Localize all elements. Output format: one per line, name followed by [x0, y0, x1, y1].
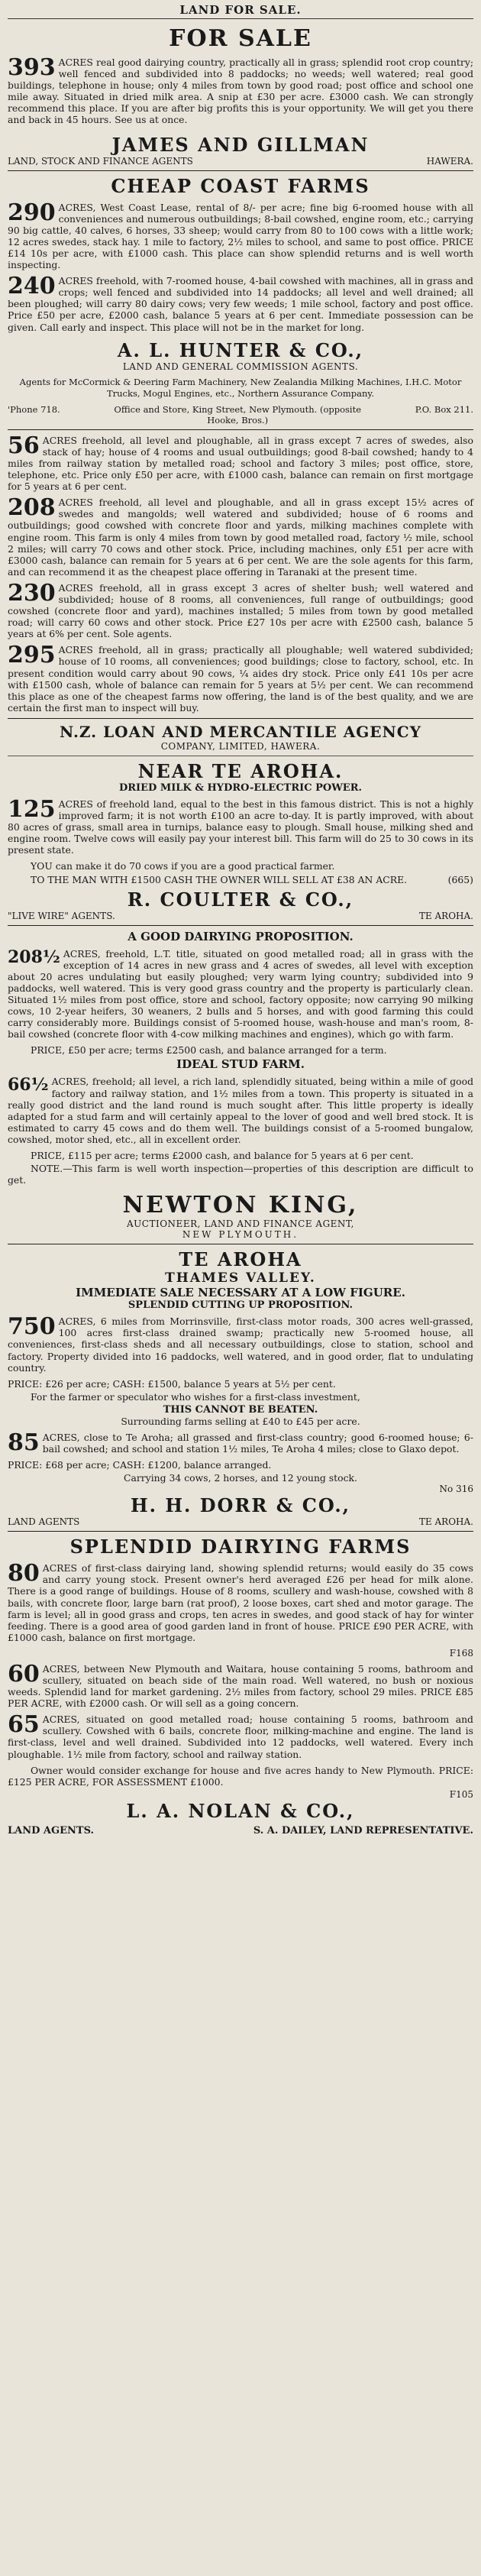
firm-name: NEWTON KING,: [122, 1192, 359, 1219]
listing-65-acres: [8, 1711, 473, 1760]
firm-name: L. A. NOLAN & CO.,: [126, 1799, 355, 1822]
listing-750-acres: [8, 1313, 473, 1374]
firm-contact: [8, 404, 473, 426]
ad-nolan: [8, 1536, 473, 1837]
listing-295-acres: [8, 644, 473, 714]
ad-code: No 316: [439, 1484, 473, 1495]
firm-subtitle: LAND, STOCK AND FINANCE AGENTS: [8, 155, 193, 167]
listing-text: ACRES real good dairying country, practically all in grass; splendid root crop country; well fenced and subdivided into 8 paddocks; no weeds; well watered; real good buildings, telephone in house; only 4 miles from town by good road; post office and school one mile away. Situated in dried milk area. A snip at £30 per acre. £3000 cash. We can strongly recommend this place. If you are after big profits this is your opportunity. We will get you there and back in 45 hours. See us at once.: [8, 57, 473, 126]
acre-number: 750: [8, 1313, 56, 1341]
firm-name: H. H. DORR & CO.,: [130, 1494, 351, 1517]
ad-title: CHEAP COAST FARMS: [111, 174, 370, 197]
listing-note: For the farmer or speculator who wishes for a first-class investment,: [31, 1390, 360, 1403]
ad-title: FOR SALE: [169, 25, 312, 52]
listing-text: ACRES, freehold, L.T. title, situated on good metalled road; all in grass with the exception of 14 acres in new grass and 4 acres of swedes, all level with exception about 20 acres undulating but easily ploughed; very warm lying country; subdivided into 9 paddocks, well watered. This is very good grass country and the property is particularly clean. Situated 1½ miles from post office, store and school, factory opposite; now carrying 90 milking cows, 10 2-year heifers, 30 weaners, 2 bulls and 5 horses, and with good farming this could carry considerably more. Buildings consist of 5-roomed house, wash-house and man's room, 8-bail cowshed (concrete floor with 4-cow milking machines and engines), which go with farm.: [8, 947, 473, 1040]
listing-text: ACRES freehold, all level and ploughable, all in grass except 7 acres of swedes, also stack of hay; house of 4 rooms and usual outbuildings; good 8-bail cowshed; handy to 4 miles from railway station by metalled road; school and factory 3 miles; post office, store, telephone, etc. Price only £50 per acre, with £1000 cash, balance can remain on first mortgage for 5 years at 6 per cent.: [8, 434, 473, 493]
listing-text: ACRES, West Coast Lease, rental of 8/- per acre; fine big 6-roomed house with all conveniences and numerous outbuildings; 8-bail cowshed, engine room, etc.; carrying 90 big cattle, 40 calves, 6 horses, 33 sheep; would carry from 80 to 100 cows with a little work; 12 acres swedes, stack hay. 1 mile to factory, 2½ miles to school, and same to post office. PRICE £14 10s per acre, with £1000 cash. This place can show splendid returns and is well worth inspecting.: [8, 201, 473, 271]
divider: [8, 718, 473, 719]
listing-text: ACRES freehold, all level and ploughable, and all in grass except 15½ acres of swedes and mangolds; well watered and subdivided; house of 6 rooms and outbuildings; good cowshed with concrete floor and yards, milking machines complete with engine room. This farm is only 4 miles from town by good metalled road, factory ½ mile, school 2 miles; will carry 70 cows and other stock. Price, including machines, only £51 per acre with £3000 cash, balance can remain for 5 years at 6 per cent. We are the sole agents for this farm, and can recommend it as the cheapest place offering in Taranaki at the present time.: [8, 497, 473, 578]
listing-85-acres: [8, 1429, 473, 1456]
firm-footer: [8, 911, 473, 921]
ad-title: A GOOD DAIRYING PROPOSITION.: [128, 929, 353, 943]
ad-dorr: [8, 1248, 473, 1527]
listing-text: ACRES freehold, all in grass; practically all ploughable; well watered subdivided; house of 10 rooms, all conveniences; good buildings; close to factory, school, etc. In present condition would carry about 90 cows, ¼ aides dry stock. Price only £41 10s per acre with £1500 cash, whole of balance can remain for 5 years at 5½ per cent. We can recommend this place as one of the cheapest farms now offering, the land is of the best quality, and we are certain the first man to inspect will buy.: [8, 644, 473, 714]
ad-emphasis: THIS CANNOT BE BEATEN.: [163, 1403, 318, 1416]
firm-subtitle: LAND AND GENERAL COMMISSION AGENTS.: [122, 361, 359, 372]
listing-text: ACRES, between New Plymouth and Waitara, house containing 5 rooms, bathroom and scullery, situated on beach side of the main road. Well watered, no bush or noxious weeds. Splendid land for market gardening. 2½ miles from factory, school 29 miles. PRICE £85 PER ACRE, with £2000 cash. Or will sell as a going concern.: [8, 1662, 473, 1710]
ad-nz-loan: [8, 723, 473, 921]
section-header: LAND FOR SALE.: [8, 3, 473, 19]
acre-number: 240: [8, 273, 56, 300]
ad-headline-2: SPLENDID CUTTING UP PROPOSITION.: [128, 1299, 353, 1312]
acre-number: 295: [8, 642, 56, 669]
acre-number: 208½: [8, 947, 60, 967]
firm-location: TE AROHA.: [418, 910, 473, 921]
listing-text: ACRES freehold, all in grass except 3 acres of shelter bush; well watered and subdivided; house of 8 rooms, all conveniences, full range of outbuildings; good cowshed (concrete floor and yard), machines installed; 5 miles from town by good metalled road; will carry 60 cows and other stock. Price £27 10s per acre with £2500 cash, balance 5 years at 6% per cent. Sole agents.: [8, 581, 473, 640]
firm-footer: [8, 1516, 473, 1527]
ad-listings-coast: [8, 432, 473, 714]
acre-number: 80: [8, 1560, 40, 1587]
listing-208-5-acres: [8, 948, 473, 1040]
listing-60-acres: [8, 1660, 473, 1710]
listing-terms: [8, 874, 473, 885]
acre-number: 125: [8, 795, 56, 823]
listing-price: PRICE, £50 per acre; terms £2500 cash, and balance arranged for a term.: [31, 1044, 387, 1057]
acre-number: 66½: [8, 1075, 49, 1095]
listing-price: PRICE: £26 per acre; CASH: £1500, balance 5 years at 5½ per cent.: [8, 1377, 336, 1390]
firm-name: R. COULTER & CO.,: [127, 888, 354, 911]
listing-text: ACRES, situated on good metalled road; house containing 5 rooms, bathroom and scullery. Cowshed with 6 bails, concrete floor, milking-machine and engine. The land is first-class, level and well drained. Subdivided into 12 paddocks, well watered. Every inch ploughable. 1½ mile from factory, school and railway station.: [8, 1714, 473, 1760]
ad-subtitle: THAMES VALLEY.: [165, 1270, 316, 1286]
listing-80-acres: [8, 1562, 473, 1643]
firm-name: N.Z. LOAN AND MERCANTILE AGENCY: [59, 722, 422, 741]
firm-phone: 'Phone 718.: [8, 403, 60, 415]
listing-price: PRICE, £115 per acre; terms £2000 cash, and balance for 5 years at 6 per cent.: [31, 1150, 414, 1161]
listing-note-2: Surrounding farms selling at £40 to £45 per acre.: [121, 1415, 360, 1427]
firm-subtitle: AUCTIONEER, LAND AND FINANCE AGENT,: [127, 1218, 354, 1230]
listing-text: ACRES of first-class dairying land, showing splendid returns; would easily do 35 cows and carry young stock. Present owner's herd averaged £26 per head for milk alone. There is a good range of buildings. House of 8 rooms, scullery and wash-house, cowshed with 8 bails, with concrete floor, large barn (rat proof), 2 loose boxes, cart shed and motor garage. The farm is level; all in good grass and crops, ten acres in swedes, and good stack of hay for winter feeding. There is a good area of good garden land in front of house. PRICE £90 PER ACRE, with £1000 cash, balance on first mortgage.: [8, 1562, 473, 1643]
terms-text: TO THE MAN WITH £1500 CASH THE OWNER WILL SELL AT £38 AN ACRE.: [31, 873, 408, 885]
ad-subtitle: IDEAL STUD FARM.: [176, 1057, 305, 1072]
firm-subtitle: "LIVE WIRE" AGENTS.: [8, 910, 115, 921]
listing-note: Owner would consider exchange for house and five acres handy to New Plymouth. PRICE: £125 PER ACRE, FOR ASSESSMENT £1000.: [8, 1764, 473, 1788]
ad-code: F105: [449, 1788, 473, 1800]
firm-location: HAWERA.: [426, 155, 473, 167]
acre-number: 393: [8, 54, 56, 81]
listing-text: ACRES, freehold; all level, a rich land, splendidly situated, being within a mile of good factory and railway station, and 1½ miles from a town. This property is situated in a really good district and the land round is much sought after. This little property is ideally adapted for a stud farm and will certainly appeal to the lover of good and well bred stock. It is estimated to carry 45 cows and do them well. The buildings consist of a 5-roomed bungalow, cowshed, motor shed, etc., all in excellent order.: [8, 1076, 473, 1145]
listing-125-acres: [8, 795, 473, 856]
ad-hunter: [8, 175, 473, 426]
firm-name: A. L. HUNTER & CO.,: [117, 338, 364, 361]
acre-number: 85: [8, 1429, 40, 1456]
ad-subtitle: DRIED MILK & HYDRO-ELECTRIC POWER.: [118, 782, 363, 794]
acre-number: 230: [8, 579, 56, 607]
listing-240-acres: [8, 275, 473, 332]
listing-393-acres: [8, 54, 473, 126]
ad-newton-king: [8, 930, 473, 1241]
firm-box: P.O. Box 211.: [415, 403, 473, 415]
divider: [8, 1531, 473, 1532]
ad-james-gillman: [8, 25, 473, 167]
listing-text: ACRES freehold, with 7-roomed house, 4-bail cowshed with machines, all in grass and crops; well fenced and subdivided into 14 paddocks; all level and well drained; all been ploughed; will carry 80 dairy cows; very few weeds; 1 mile school, factory and post office. Price £50 per acre, £2000 cash, balance 5 years at 6 per cent. Immediate possession can be given. Call early and inspect. This place will not be in the market for long.: [8, 275, 473, 333]
listing-text: ACRES, close to Te Aroha; all grassed and first-class country; good 6-roomed house; 6-bail cowshed; and school and station 1½ miles, Te Aroha 4 miles; close to Glaxo depot.: [42, 1431, 473, 1455]
firm-subtitle: COMPANY, LIMITED, HAWERA.: [160, 740, 321, 752]
divider: [8, 429, 473, 430]
firm-agencies: Agents for McCormick & Deering Farm Machinery, New Zealandia Milking Machines, I.H.C. Motor Trucks, Mogul Engines, etc., Northern Assurance Company.: [19, 376, 462, 399]
listing-stock: Carrying 34 cows, 2 horses, and 12 young stock.: [123, 1472, 357, 1484]
firm-location: TE AROHA.: [418, 1516, 473, 1528]
firm-footer: [8, 1825, 473, 1837]
firm-location: NEW PLYMOUTH.: [182, 1229, 299, 1241]
firm-subtitle: LAND AGENTS: [8, 1516, 80, 1528]
listing-text: ACRES of freehold land, equal to the best in this famous district. This is not a highly improved farm; it is not worth £100 an acre to-day. It is partly improved, with about 80 acres of grass, small area in turnips, balance easy to plough. Small house, milking shed and engine room. Twelve cows will easily pay your interest bill. This farm will do 25 to 30 cows in its present state.: [8, 798, 473, 856]
listing-208-acres: [8, 494, 473, 578]
ad-title: NEAR TE AROHA.: [137, 759, 344, 782]
listing-note: YOU can make it do 70 cows if you are a good practical farmer.: [31, 860, 335, 872]
acre-number: 60: [8, 1660, 40, 1688]
acre-number: 208: [8, 494, 56, 522]
firm-subtitle: LAND AGENTS.: [8, 1824, 95, 1837]
ad-title: SPLENDID DAIRYING FARMS: [69, 1536, 412, 1558]
listing-text: ACRES, 6 miles from Morrinsville, first-class motor roads, 300 acres well-grassed, 100 acres first-class drained swamp; practically new 5-roomed house, all conveniences, first-class sheds and all necessary outbuildings, close to station, school and factory. Property divided into 16 paddocks, well watered, and in good order, flat to undulating country.: [8, 1316, 473, 1374]
ad-code: F168: [449, 1647, 473, 1659]
divider: [8, 925, 473, 926]
ad-title: TE AROHA: [179, 1248, 302, 1271]
listing-66-5-acres: [8, 1076, 473, 1145]
acre-number: 65: [8, 1711, 40, 1739]
listing-230-acres: [8, 579, 473, 640]
firm-footer: [8, 156, 473, 167]
ad-headline: IMMEDIATE SALE NECESSARY AT A LOW FIGURE.: [76, 1286, 405, 1300]
firm-office: Office and Store, King Street, New Plymouth. (opposite Hooke, Bros.): [114, 403, 362, 426]
listing-price: PRICE: £68 per acre; CASH: £1200, balance arranged.: [8, 1459, 272, 1471]
listing-note: NOTE.—This farm is well worth inspection—properties of this description are difficult to get.: [8, 1163, 473, 1186]
firm-representative: S. A. DAILEY, LAND REPRESENTATIVE.: [253, 1824, 473, 1837]
divider: [8, 170, 473, 171]
listing-290-acres: [8, 199, 473, 271]
firm-name: JAMES AND GILLMAN: [111, 133, 370, 156]
acre-number: 56: [8, 432, 40, 459]
ad-code: (665): [447, 873, 473, 885]
listing-56-acres: [8, 432, 473, 493]
acre-number: 290: [8, 199, 56, 226]
